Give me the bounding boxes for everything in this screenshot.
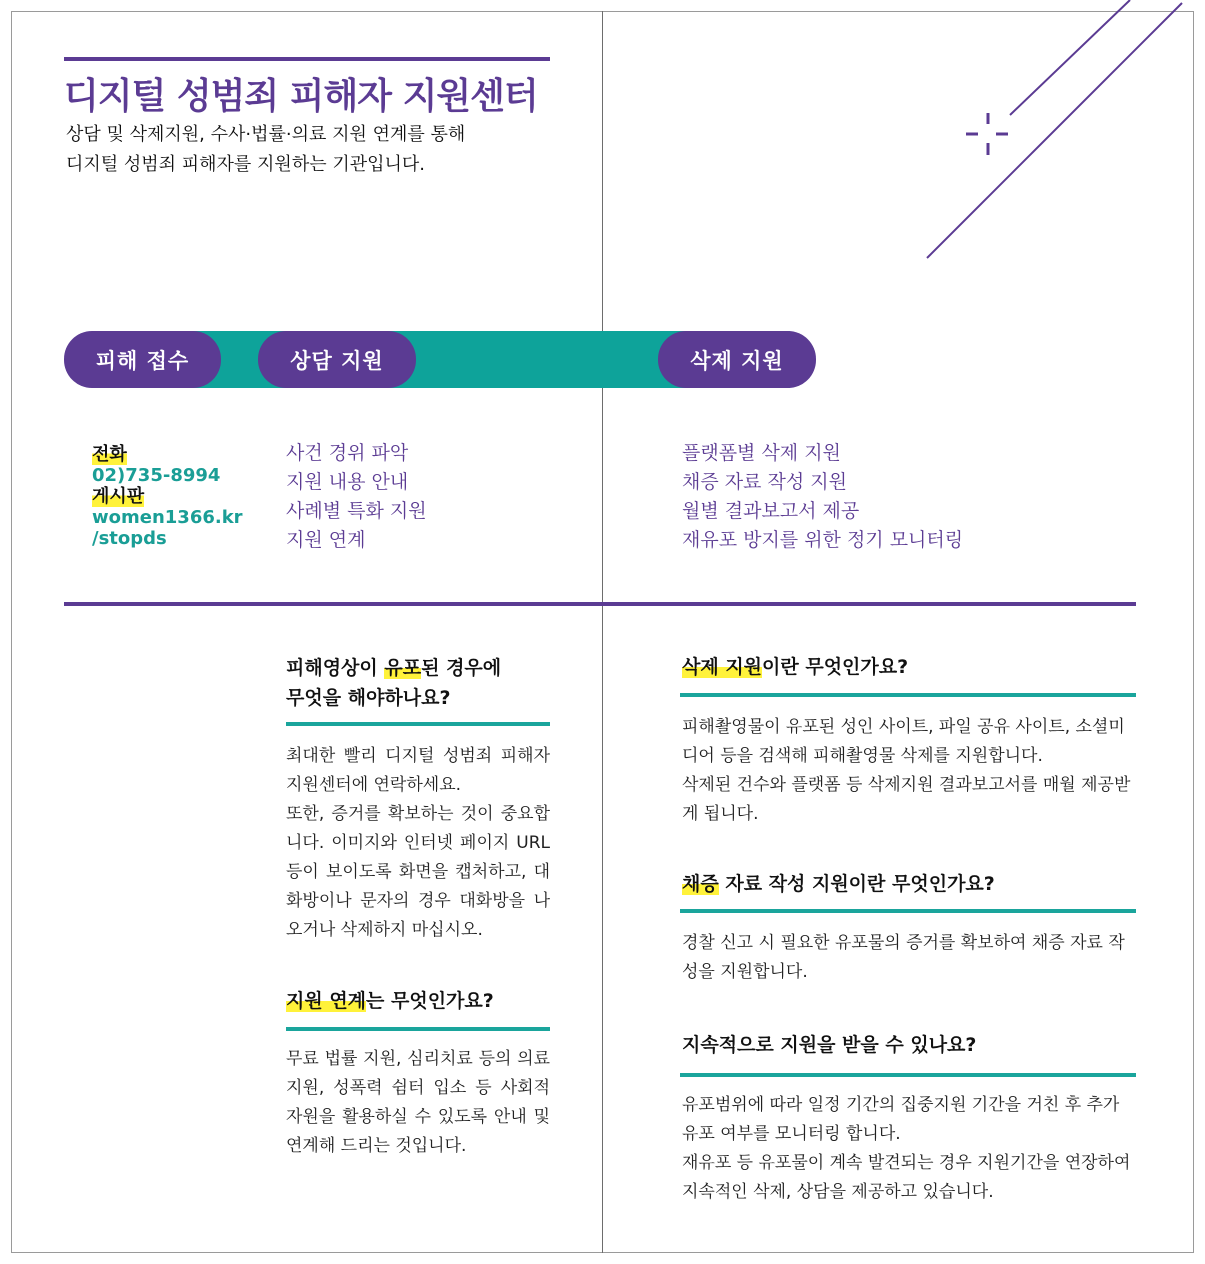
faq-underline [286, 722, 550, 726]
contact-info [92, 444, 243, 549]
sparkle-icon [966, 113, 1008, 155]
step-counsel: 상담 지원 [258, 331, 416, 388]
list-item: 사례별 특화 지원 [286, 500, 427, 522]
delete-list [682, 439, 963, 555]
step-report: 피해 접수 [64, 331, 221, 388]
faq-answer-delete: 피해촬영물이 유포된 성인 사이트, 파일 공유 사이트, 소셜미디어 등을 검색해 피해촬영물 삭제를 지원합니다. 삭제된 건수와 플랫폼 등 삭제지원 결과보고서를 매월 제공받게 됩니다. [682, 717, 1131, 824]
faq-underline [680, 1073, 1136, 1077]
fold-line [602, 11, 603, 1253]
faq-answer-continuous: 유포범위에 따라 일정 기간의 집중지원 기간을 거친 후 추가 유포 여부를 모니터링 합니다. 재유포 등 유포물이 계속 발견되는 경우 지원기간을 연장하여 지속적인 삭제, 상담을 제공하고 있습니다. [682, 1095, 1131, 1202]
list-item: 월별 결과보고서 제공 [682, 500, 860, 522]
faq-q-text: 는 무엇인가요? [366, 990, 494, 1012]
faq-answer-spread: 최대한 빨리 디지털 성범죄 피해자 지원센터에 연락하세요. 또한, 증거를 확보하는 것이 중요합니다. 이미지와 인터넷 페이지 URL 등이 보이도록 화면을 캡처하고, 대화방이나 문자의 경우 대화방을 나오거나 삭제하지 마십시오. [286, 746, 550, 940]
title-bar [64, 57, 550, 61]
faq-underline [286, 1027, 550, 1031]
board-url-line-1: women1366.kr [92, 507, 243, 528]
faq-underline [680, 909, 1136, 913]
board-label: 게시판 [92, 486, 145, 507]
faq-q-highlight: 삭제 지원 [682, 656, 763, 678]
faq-question-spread [286, 653, 550, 713]
list-item: 플랫폼별 삭제 지원 [682, 442, 841, 464]
subtitle-line-1: 상담 및 삭제지원, 수사·법률·의료 지원 연계를 통해 [66, 124, 466, 145]
decorative-lines-icon [900, 0, 1200, 270]
faq-question-evidence [682, 869, 1136, 899]
list-item: 사건 경위 파악 [286, 442, 409, 464]
faq-q-text: 이란 무엇인가요? [762, 656, 909, 678]
page-subtitle [66, 120, 552, 180]
faq-q-text: 무엇을 해야하나요? [286, 687, 451, 709]
board-url-line-2: /stopds [92, 528, 167, 549]
faq-question-delete [682, 652, 1136, 682]
list-item: 지원 연계 [286, 529, 366, 551]
counsel-list [286, 439, 427, 555]
faq-question-continuous: 지속적으로 지원을 받을 수 있나요? [682, 1034, 977, 1056]
phone-label: 전화 [92, 444, 127, 465]
phone-number: 02)735-8994 [92, 465, 221, 486]
list-item: 채증 자료 작성 지원 [682, 471, 847, 493]
section-divider [64, 602, 1136, 606]
faq-q-highlight: 유포 [384, 657, 422, 679]
faq-answer-evidence: 경찰 신고 시 필요한 유포물의 증거를 확보하여 채증 자료 작성을 지원합니다. [682, 933, 1125, 982]
list-item: 지원 내용 안내 [286, 471, 409, 493]
faq-answer-link: 무료 법률 지원, 심리치료 등의 의료 지원, 성폭력 쉼터 입소 등 사회적 자원을 활용하실 수 있도록 안내 및 연계해 드리는 것입니다. [286, 1049, 550, 1156]
faq-q-highlight: 지원 연계 [286, 990, 367, 1012]
faq-question-link [286, 986, 550, 1016]
faq-q-text: 된 경우에 [421, 657, 502, 679]
faq-q-text: 자료 작성 지원이란 무엇인가요? [718, 873, 995, 895]
step-delete: 삭제 지원 [658, 331, 816, 388]
page-title: 디지털 성범죄 피해자 지원센터 [64, 76, 538, 117]
list-item: 재유포 방지를 위한 정기 모니터링 [682, 529, 964, 551]
subtitle-line-2: 디지털 성범죄 피해자를 지원하는 기관입니다. [66, 154, 425, 175]
faq-q-text: 피해영상이 [286, 657, 385, 679]
faq-underline [680, 693, 1136, 697]
faq-q-highlight: 채증 [682, 873, 719, 895]
